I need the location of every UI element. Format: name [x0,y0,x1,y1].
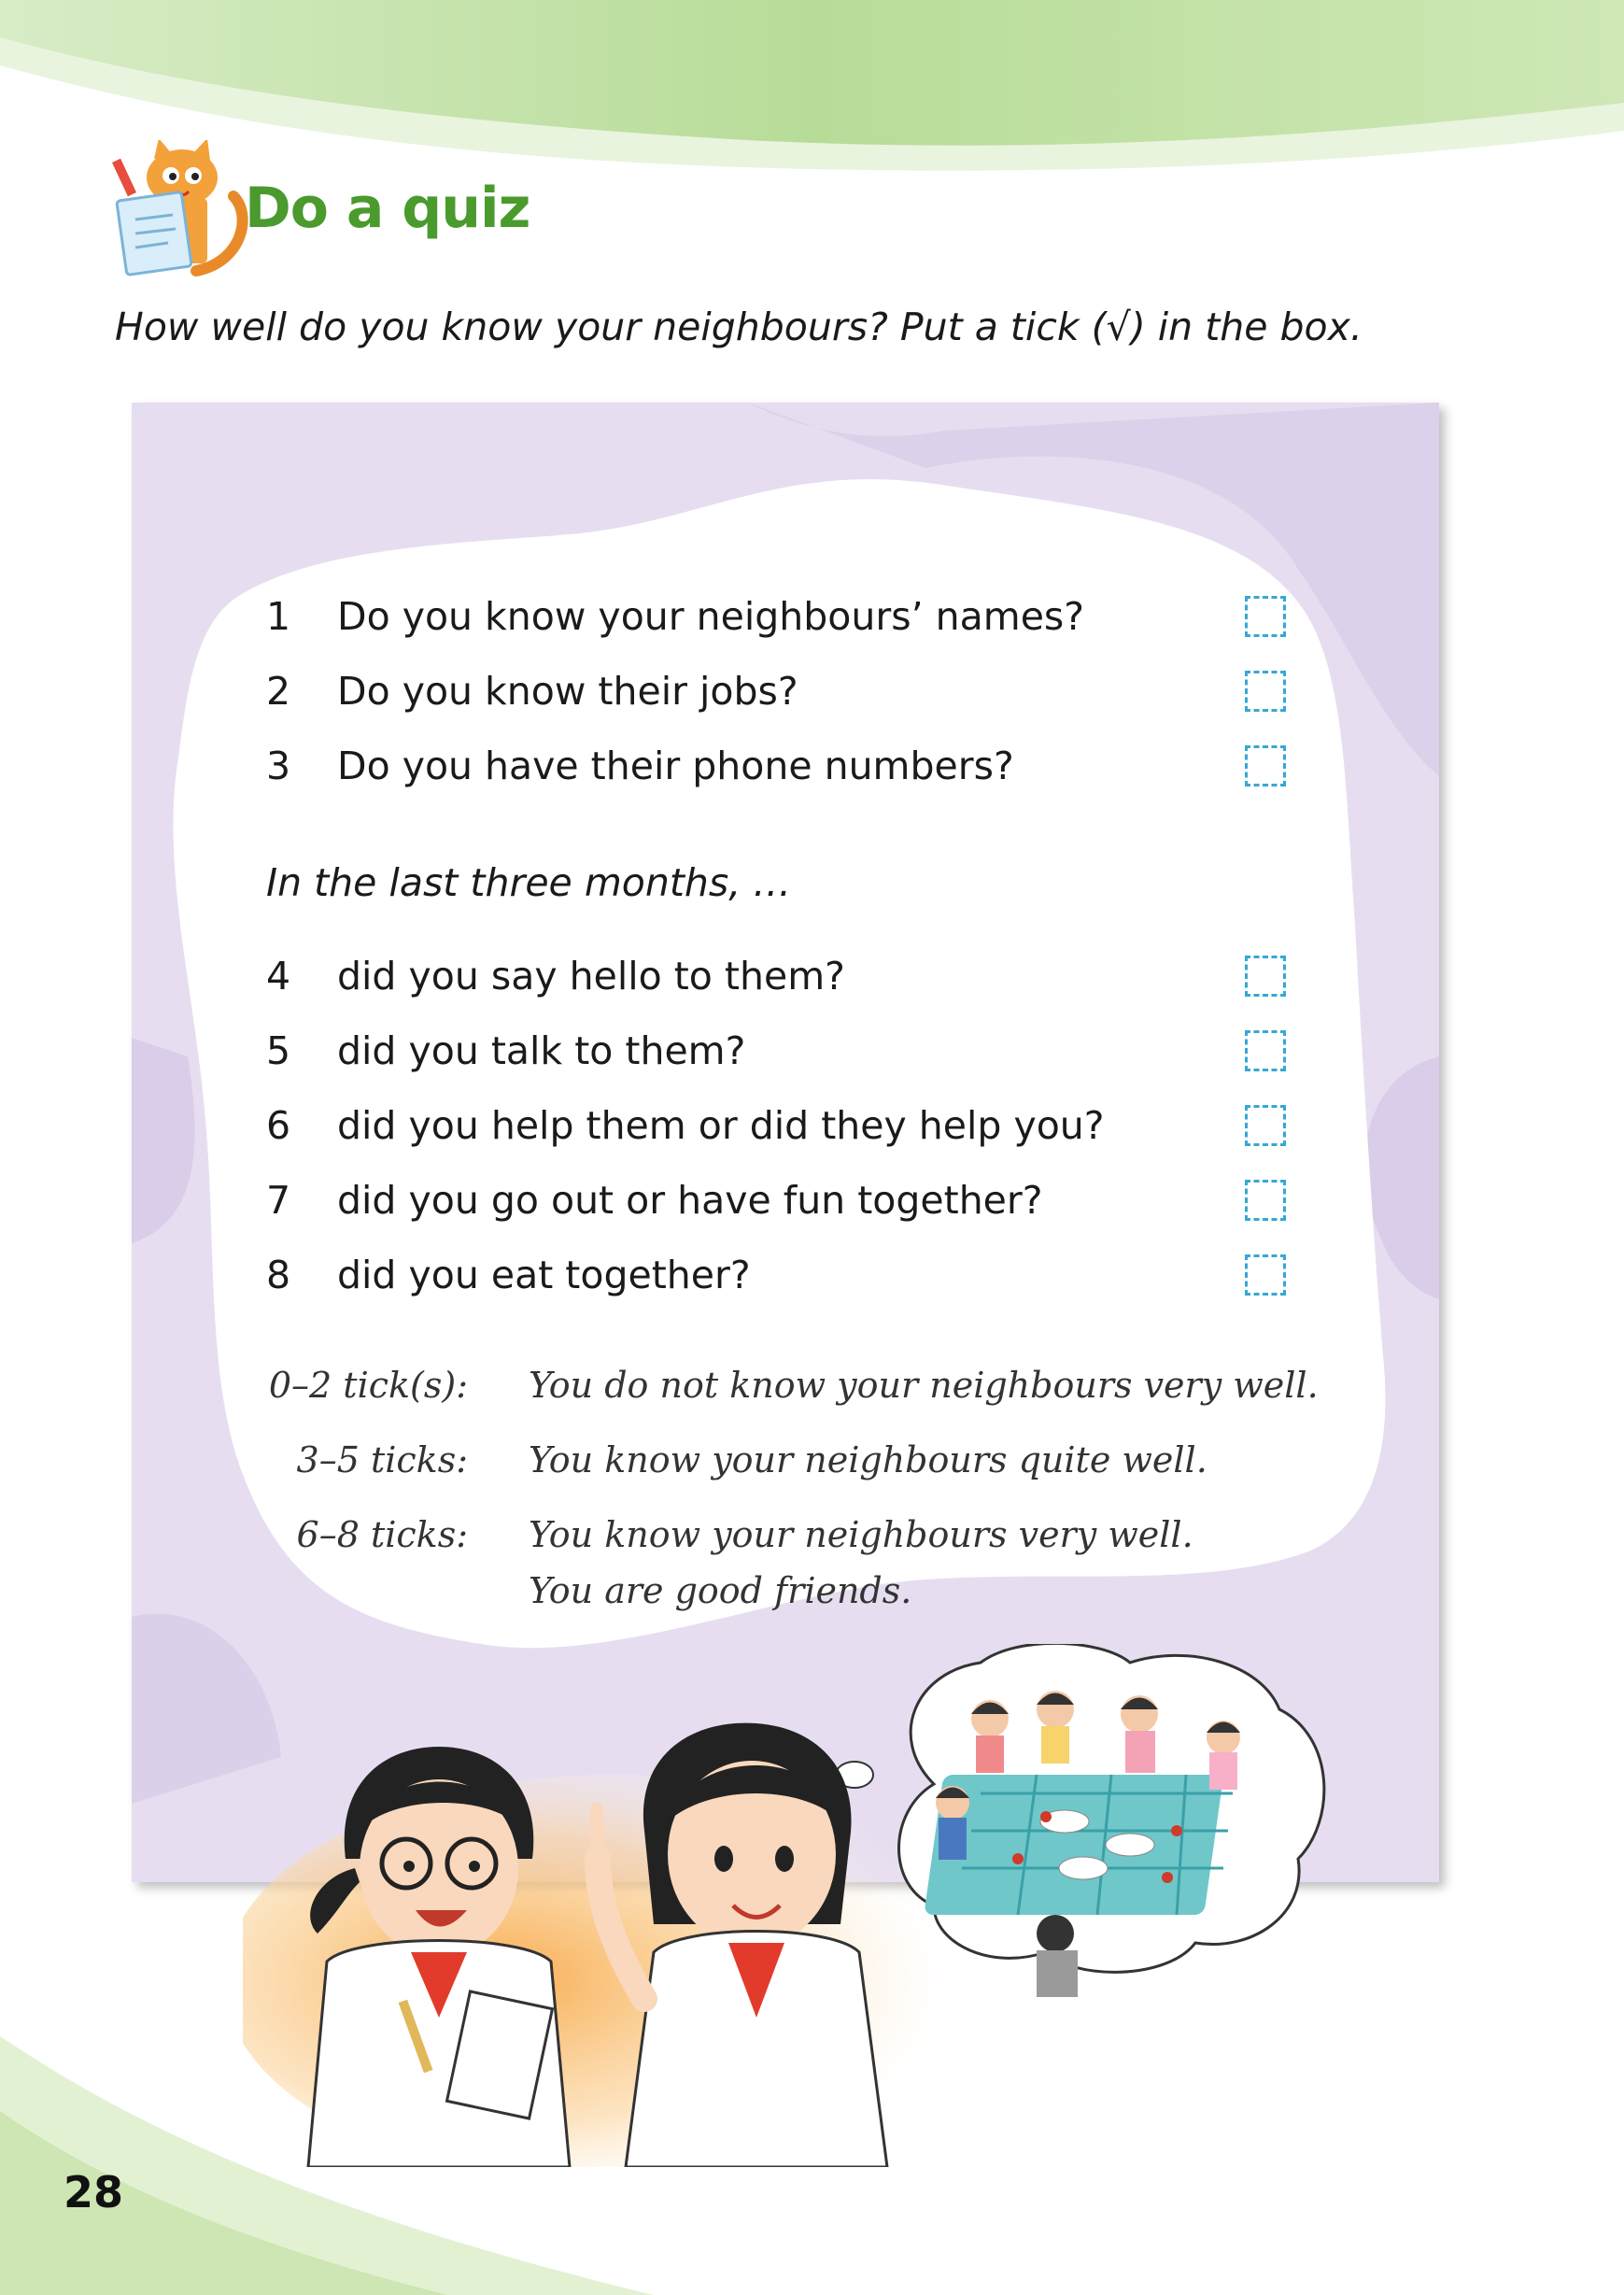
question-text: Do you know your neighbours’ names? [337,594,1085,639]
score-range: 0–2 tick(s): [268,1365,468,1406]
score-range: 3–5 ticks: [296,1439,468,1480]
question-row [132,1103,1439,1159]
tick-checkbox[interactable] [1245,745,1286,786]
question-row [132,1028,1439,1084]
score-row [132,1439,1439,1486]
question-text: did you talk to them? [337,1028,746,1073]
tick-checkbox[interactable] [1245,956,1286,997]
score-result: You do not know your neighbours very well. [529,1365,1319,1406]
tick-checkbox[interactable] [1245,1180,1286,1221]
question-text: Do you know their jobs? [337,669,798,714]
score-result: You are good friends. [529,1570,912,1611]
instruction-text: How well do you know your neighbours? Put a tick (√) in the box. [115,305,1363,349]
question-row [132,954,1439,1010]
question-number: 3 [266,744,291,788]
question-number: 7 [266,1178,291,1223]
question-row [132,744,1439,800]
question-text: did you help them or did they help you? [337,1103,1105,1148]
kids-thinking-illustration [243,1644,1345,2167]
tick-checkbox[interactable] [1245,596,1286,637]
question-number: 4 [266,954,291,999]
score-result: You know your neighbours very well. [529,1514,1193,1555]
tick-checkbox[interactable] [1245,1105,1286,1146]
question-number: 6 [266,1103,291,1148]
question-row [132,1178,1439,1234]
score-range: 6–8 ticks: [296,1514,468,1555]
question-text: Do you have their phone numbers? [337,744,1014,788]
question-number: 1 [266,594,291,639]
question-text: did you eat together? [337,1253,751,1297]
tick-checkbox[interactable] [1245,1254,1286,1296]
score-row [132,1514,1439,1561]
quiz-subheading: In the last three months, … [266,860,792,905]
section-title: Do a quiz [245,176,530,241]
question-row [132,594,1439,650]
question-row [132,1253,1439,1309]
cat-holding-paper-icon [103,140,252,280]
question-text: did you say hello to them? [337,954,845,999]
score-row [132,1365,1439,1411]
page-number: 28 [64,2167,124,2217]
question-number: 2 [266,669,291,714]
question-row [132,669,1439,725]
question-number: 5 [266,1028,291,1073]
question-number: 8 [266,1253,291,1297]
score-row [132,1570,1439,1617]
score-result: You know your neighbours quite well. [529,1439,1207,1480]
question-text: did you go out or have fun together? [337,1178,1043,1223]
tick-checkbox[interactable] [1245,671,1286,712]
tick-checkbox[interactable] [1245,1030,1286,1071]
